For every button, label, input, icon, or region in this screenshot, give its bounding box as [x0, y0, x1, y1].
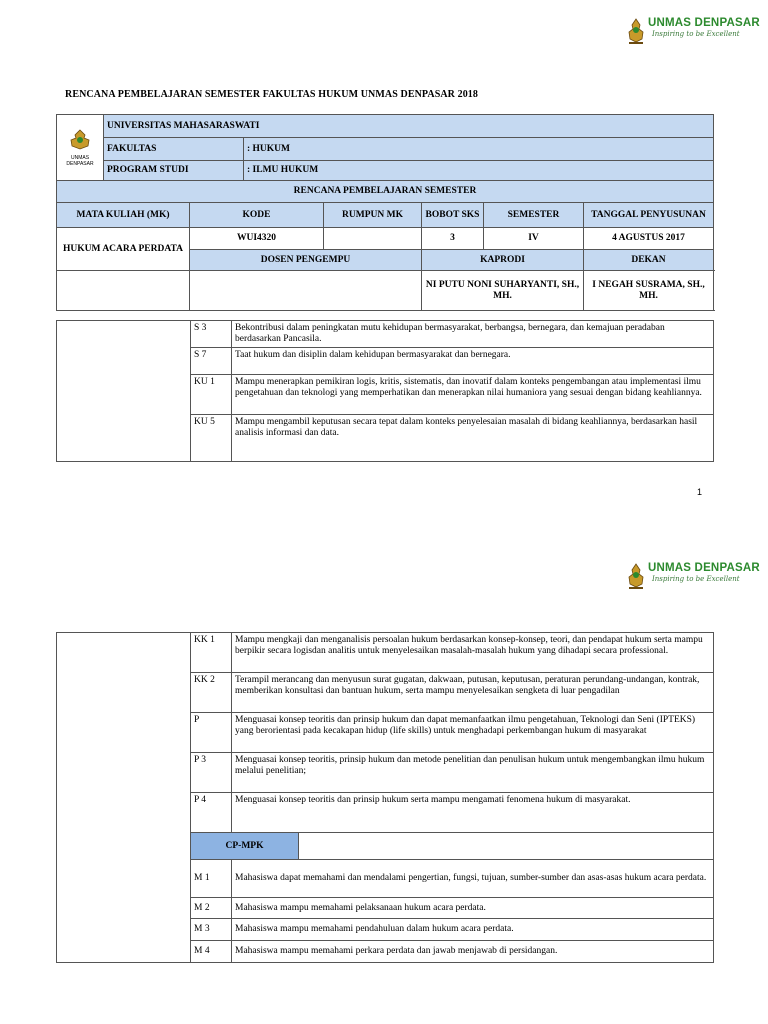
outcome-text: Menguasai konsep teoritis, prinsip hukum dan metode penelitian dan penulisan hukum untuk mengembangkan ilmu hukum melalui penelitian;: [232, 753, 714, 793]
mpk-text: Mahasiswa dapat memahami dan mendalami pengertian, fungsi, tujuan, sumber-sumber dan asas-asas hukum acara perdata.: [232, 860, 714, 898]
col-semester: SEMESTER: [484, 203, 584, 228]
mpk-code: M 4: [191, 941, 232, 963]
role-kaprodi: KAPRODI: [422, 250, 584, 271]
col-tanggal: TANGGAL PENYUSUNAN: [584, 203, 714, 228]
document-title: RENCANA PEMBELAJARAN SEMESTER FAKULTAS HUKUM UNMAS DENPASAR 2018: [65, 89, 479, 100]
mpk-code: M 3: [191, 919, 232, 941]
mpk-text: Mahasiswa mampu memahami perkara perdata dan jawab menjawab di persidangan.: [232, 941, 714, 963]
logo-tagline: Inspiring to be Excellent: [652, 575, 740, 583]
outcomes-table-page2: [56, 632, 714, 963]
outcome-text: Mampu mengkaji dan menganalisis persoalan hukum berdasarkan konsep-konsep, teori, dan pendapat hukum serta mampu berpikir secara logisdan analitis untuk menyelesaikan masalah-masalah hukum yang dihadapi secara professional.: [232, 633, 714, 673]
program-value: : ILMU HUKUM: [244, 161, 714, 181]
outcome-code: KK 1: [191, 633, 232, 673]
course-rumpun: [324, 228, 422, 250]
ganesha-emblem-icon: [626, 562, 646, 592]
col-kode: KODE: [190, 203, 324, 228]
col-rumpun: RUMPUN MK: [324, 203, 422, 228]
name-dekan: I NEGAH SUSRAMA, SH., MH.: [584, 271, 714, 311]
mpk-code: M 1: [191, 860, 232, 898]
university-name: UNIVERSITAS MAHASARASWATI: [104, 115, 714, 138]
outcomes-table-page1: [56, 320, 714, 462]
faculty-label: FAKULTAS: [104, 138, 244, 161]
ganesha-emblem-icon: [626, 17, 646, 47]
course-tanggal: 4 AGUSTUS 2017: [584, 228, 714, 250]
outcome-code: P 4: [191, 793, 232, 833]
course-bobot: 3: [422, 228, 484, 250]
outcome-text: Menguasai konsep teoritis dan prinsip hukum serta mampu mengamati fenomena hukum di masyarakat.: [232, 793, 714, 833]
outcome-text: Mampu menerapkan pemikiran logis, kritis, sistematis, dan inovatif dalam konteks pengembangan atau implementasi ilmu pengetahuan dan teknologi yang memperhatikan dan menerapkan nilai humaniora yang sesuai dengan bidang keahliannya.: [232, 375, 714, 415]
ganesha-emblem-icon: [67, 129, 93, 151]
outcomes-left-cell: [57, 321, 191, 462]
logo-name: UNMAS DENPASAR: [648, 562, 760, 574]
course-semester: IV: [484, 228, 584, 250]
outcomes-left-cell: [57, 633, 191, 963]
outcome-text: Menguasai konsep teoritis dan prinsip hukum dan dapat memanfaatkan ilmu pengetahuan, Teknologi dan Seni (IPTEKS) yang berorientasi pada kecakapan hidup (life skills) untuk menghadapi perkembangan hukum di masyarakat: [232, 713, 714, 753]
mpk-text: Mahasiswa mampu memahami pendahuluan dalam hukum acara perdata.: [232, 919, 714, 941]
outcome-text: Taat hukum dan disiplin dalam kehidupan bermasyarakat dan bernegara.: [232, 348, 714, 375]
col-mata-kuliah: MATA KULIAH (MK): [57, 203, 190, 228]
outcome-code: S 3: [191, 321, 232, 348]
outcome-code: KU 5: [191, 415, 232, 462]
outcome-text: Mampu mengambil keputusan secara tepat dalam konteks penyelesaian masalah di bidang keahliannya, berdasarkan hasil analisis informasi dan data.: [232, 415, 714, 462]
cp-mpk-blank: [299, 833, 714, 860]
logo-name: UNMAS DENPASAR: [648, 17, 760, 29]
outcome-code: KK 2: [191, 673, 232, 713]
mpk-code: M 2: [191, 898, 232, 919]
emblem-caption: UNMAS DENPASAR: [66, 154, 94, 167]
outcome-code: P 3: [191, 753, 232, 793]
outcome-text: Bekontribusi dalam peningkatan mutu kehidupan bermasyarakat, berbangsa, bernegara, dan kemajuan peradaban berdasarkan Pancasila.: [232, 321, 714, 348]
name-kaprodi: NI PUTU NONI SUHARYANTI, SH., MH.: [422, 271, 584, 311]
role-dosen: DOSEN PENGEMPU: [190, 250, 422, 271]
unmas-logo: [626, 17, 760, 47]
outcome-code: S 7: [191, 348, 232, 375]
mpk-text: Mahasiswa mampu memahami pelaksanaan hukum acara perdata.: [232, 898, 714, 919]
emblem-cell: [57, 115, 104, 181]
course-kode: WUI4320: [190, 228, 324, 250]
unmas-logo: [626, 562, 760, 592]
outcome-code: P: [191, 713, 232, 753]
empty-cell: [57, 271, 190, 311]
role-dekan: DEKAN: [584, 250, 714, 271]
rps-header-table: [56, 114, 714, 311]
outcome-text: Terampil merancang dan menyusun surat gugatan, dakwaan, putusan, keputusan, peraturan perundang-undangan, kontrak, memberikan konsultasi dan bantuan hukum, serta mampu menyelesaikan sengketa di luar pengadilan: [232, 673, 714, 713]
rps-subtitle: RENCANA PEMBELAJARAN SEMESTER: [57, 181, 714, 203]
outcome-code: KU 1: [191, 375, 232, 415]
program-label: PROGRAM STUDI: [104, 161, 244, 181]
col-bobot: BOBOT SKS: [422, 203, 484, 228]
page-number: 1: [697, 487, 703, 497]
logo-tagline: Inspiring to be Excellent: [652, 30, 740, 38]
faculty-value: : HUKUM: [244, 138, 714, 161]
cp-mpk-label: CP-MPK: [191, 833, 299, 860]
course-name: HUKUM ACARA PERDATA: [57, 228, 190, 271]
name-dosen: [190, 271, 422, 311]
